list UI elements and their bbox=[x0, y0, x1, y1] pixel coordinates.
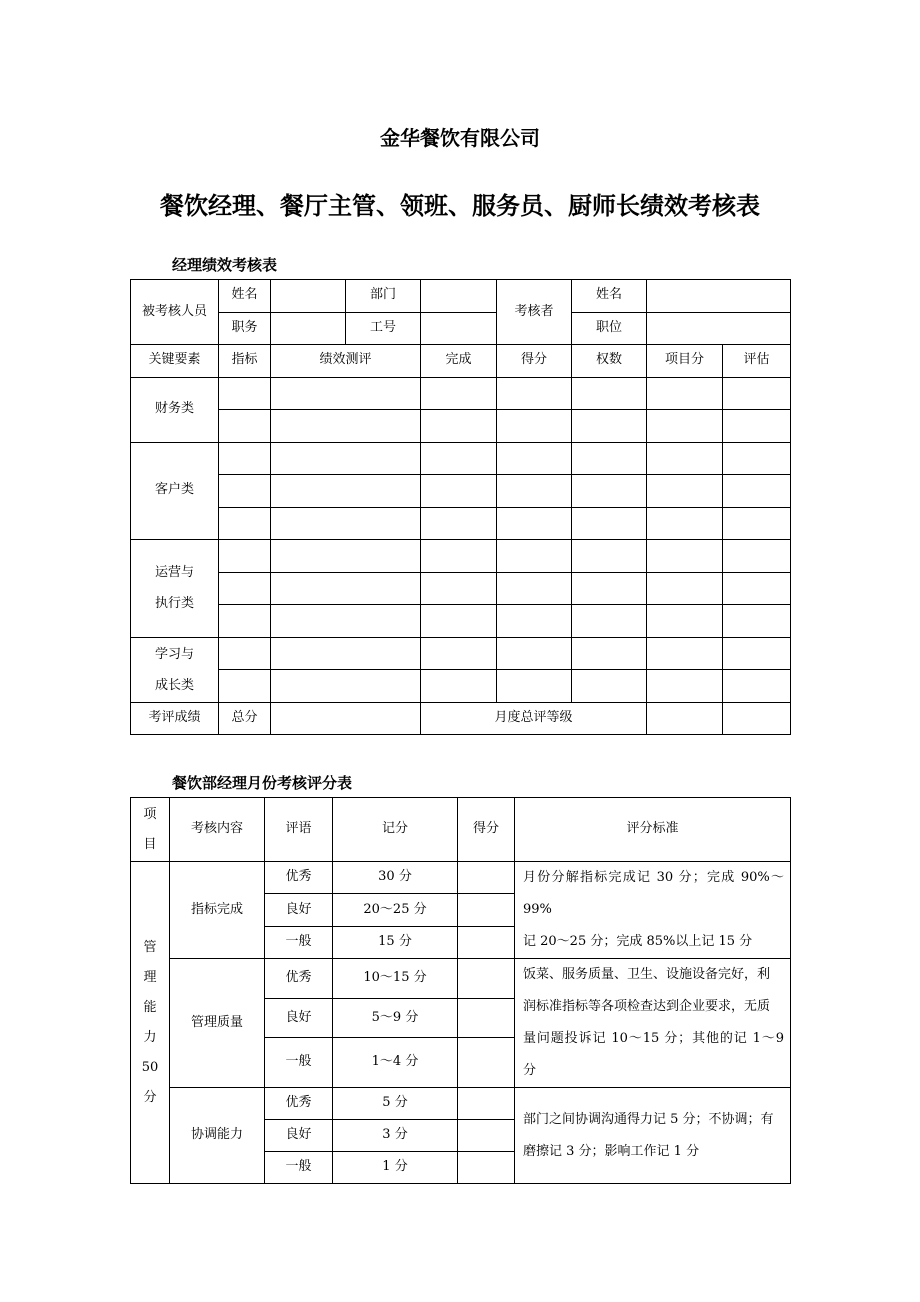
table-cell[interactable] bbox=[647, 410, 723, 443]
table-cell[interactable] bbox=[723, 507, 791, 540]
table-cell[interactable] bbox=[421, 637, 497, 670]
table-cell[interactable] bbox=[219, 540, 271, 573]
table-cell[interactable] bbox=[647, 442, 723, 475]
table-cell[interactable] bbox=[723, 670, 791, 703]
points-cell: 30 分 bbox=[333, 862, 458, 894]
table-cell[interactable] bbox=[497, 572, 572, 605]
content-management-quality: 管理质量 bbox=[170, 959, 265, 1088]
grade-cell: 一般 bbox=[265, 1152, 333, 1184]
points-cell: 5 分 bbox=[333, 1088, 458, 1120]
table-cell[interactable] bbox=[497, 507, 572, 540]
category-operations bbox=[131, 540, 219, 638]
table-cell[interactable] bbox=[421, 572, 497, 605]
table-cell[interactable] bbox=[723, 637, 791, 670]
table-cell[interactable] bbox=[572, 377, 647, 410]
criteria-coordination bbox=[515, 1088, 791, 1184]
table-cell[interactable] bbox=[647, 637, 723, 670]
category-learning bbox=[131, 637, 219, 702]
criteria-target-completion bbox=[515, 862, 791, 959]
grade-cell: 一般 bbox=[265, 1038, 333, 1088]
header-completion: 完成 bbox=[421, 345, 497, 378]
table-cell[interactable] bbox=[219, 410, 271, 443]
assessee-label: 被考核人员 bbox=[131, 280, 219, 345]
table-cell[interactable] bbox=[572, 442, 647, 475]
category-char: 力 bbox=[143, 1029, 157, 1045]
category-operations-line2: 执行类 bbox=[154, 596, 194, 612]
header-indicator: 指标 bbox=[219, 345, 271, 378]
dept-label: 部门 bbox=[346, 280, 421, 313]
header-item-char1: 项 bbox=[143, 806, 157, 822]
criteria-line: 记 20～25 分；完成 85%以上记 15 分 bbox=[523, 934, 753, 949]
score-cell[interactable] bbox=[458, 998, 515, 1038]
score-cell[interactable] bbox=[458, 1088, 515, 1120]
table-cell[interactable] bbox=[219, 670, 271, 703]
score-cell[interactable] bbox=[458, 1152, 515, 1184]
table-cell[interactable] bbox=[647, 377, 723, 410]
table-cell[interactable] bbox=[572, 637, 647, 670]
header-points: 记分 bbox=[333, 798, 458, 862]
table-cell[interactable] bbox=[572, 507, 647, 540]
category-char: 理 bbox=[143, 969, 157, 985]
category-learning-line1: 学习与 bbox=[154, 646, 194, 662]
table-cell[interactable] bbox=[497, 377, 572, 410]
header-content: 考核内容 bbox=[170, 798, 265, 862]
score-cell[interactable] bbox=[458, 1038, 515, 1088]
header-assessment: 评估 bbox=[723, 345, 791, 378]
table-cell[interactable] bbox=[271, 605, 421, 638]
criteria-management-quality bbox=[515, 959, 791, 1088]
table-cell[interactable] bbox=[572, 670, 647, 703]
header-item-score: 项目分 bbox=[647, 345, 723, 378]
table-cell[interactable] bbox=[647, 540, 723, 573]
monthly-score-table bbox=[130, 797, 791, 1184]
score-cell[interactable] bbox=[458, 959, 515, 999]
document-title: 餐饮经理、餐厅主管、领班、服务员、厨师长绩效考核表 bbox=[160, 192, 760, 220]
header-item bbox=[131, 798, 170, 862]
header-key-factor: 关键要素 bbox=[131, 345, 219, 378]
score-cell[interactable] bbox=[458, 1120, 515, 1152]
table-cell[interactable] bbox=[219, 605, 271, 638]
points-cell: 1 分 bbox=[333, 1152, 458, 1184]
header-comment: 评语 bbox=[265, 798, 333, 862]
table-cell[interactable] bbox=[723, 702, 791, 735]
category-finance: 财务类 bbox=[131, 377, 219, 442]
table-cell[interactable] bbox=[421, 475, 497, 508]
assessor-label: 考核者 bbox=[497, 280, 572, 345]
table-cell[interactable] bbox=[421, 377, 497, 410]
table-cell[interactable] bbox=[497, 475, 572, 508]
name-cell[interactable] bbox=[271, 280, 346, 313]
grade-cell: 优秀 bbox=[265, 862, 333, 894]
name-label: 姓名 bbox=[219, 280, 271, 313]
table-cell[interactable] bbox=[497, 605, 572, 638]
company-name: 金华餐饮有限公司 bbox=[380, 126, 540, 150]
table-cell[interactable] bbox=[421, 410, 497, 443]
header-weight: 权数 bbox=[572, 345, 647, 378]
table-cell[interactable] bbox=[219, 442, 271, 475]
header-item-char2: 目 bbox=[143, 836, 157, 852]
criteria-line: 磨擦记 3 分；影响工作记 1 分 bbox=[523, 1143, 700, 1159]
table-cell[interactable] bbox=[647, 572, 723, 605]
work-no-label: 工号 bbox=[346, 312, 421, 345]
category-char: 50 bbox=[141, 1059, 159, 1075]
table-cell[interactable] bbox=[647, 670, 723, 703]
score-cell[interactable] bbox=[458, 926, 515, 958]
points-cell: 1～4 分 bbox=[333, 1038, 458, 1088]
table-cell[interactable] bbox=[647, 507, 723, 540]
table-cell[interactable] bbox=[219, 377, 271, 410]
position-cell[interactable] bbox=[271, 312, 346, 345]
score-cell[interactable] bbox=[458, 862, 515, 894]
points-cell: 20～25 分 bbox=[333, 894, 458, 926]
table-cell[interactable] bbox=[271, 670, 421, 703]
table-cell[interactable] bbox=[421, 670, 497, 703]
header-criteria: 评分标准 bbox=[515, 798, 791, 862]
table-cell[interactable] bbox=[271, 410, 421, 443]
content-target-completion: 指标完成 bbox=[170, 862, 265, 959]
table-cell[interactable] bbox=[723, 377, 791, 410]
table-cell[interactable] bbox=[219, 475, 271, 508]
table-cell[interactable] bbox=[723, 605, 791, 638]
table-cell[interactable] bbox=[271, 540, 421, 573]
grade-cell: 优秀 bbox=[265, 959, 333, 999]
criteria-line: 饭菜、服务质量、卫生、设施设备完好，利 bbox=[523, 967, 771, 982]
header-evaluation: 绩效测评 bbox=[271, 345, 421, 378]
grade-cell: 良好 bbox=[265, 998, 333, 1038]
category-char: 分 bbox=[143, 1089, 157, 1105]
table-cell[interactable] bbox=[723, 540, 791, 573]
table-cell[interactable] bbox=[271, 442, 421, 475]
table-cell[interactable] bbox=[271, 637, 421, 670]
content-coordination: 协调能力 bbox=[170, 1088, 265, 1184]
score-cell[interactable] bbox=[458, 894, 515, 926]
table-cell[interactable] bbox=[421, 507, 497, 540]
grade-cell: 良好 bbox=[265, 1120, 333, 1152]
total-cell[interactable] bbox=[271, 702, 421, 735]
table2-title: 餐饮部经理月份考核评分表 bbox=[172, 774, 353, 792]
total-label: 总分 bbox=[219, 702, 271, 735]
grade-cell: 良好 bbox=[265, 894, 333, 926]
points-cell: 10～15 分 bbox=[333, 959, 458, 999]
table-cell[interactable] bbox=[497, 442, 572, 475]
grade-cell: 优秀 bbox=[265, 1088, 333, 1120]
work-no-cell[interactable] bbox=[421, 312, 497, 345]
table-cell[interactable] bbox=[723, 410, 791, 443]
result-label: 考评成绩 bbox=[131, 702, 219, 735]
header-score: 得分 bbox=[497, 345, 572, 378]
table-cell[interactable] bbox=[421, 605, 497, 638]
table-cell[interactable] bbox=[219, 572, 271, 605]
table-cell[interactable] bbox=[271, 377, 421, 410]
table-cell[interactable] bbox=[647, 475, 723, 508]
table-cell[interactable] bbox=[497, 410, 572, 443]
table-cell[interactable] bbox=[572, 540, 647, 573]
category-customer: 客户类 bbox=[131, 442, 219, 540]
table-cell[interactable] bbox=[271, 507, 421, 540]
category-operations-line1: 运营与 bbox=[154, 565, 194, 581]
criteria-line: 量问题投诉记 10～15 分；其他的记 1～9 分 bbox=[523, 1031, 784, 1078]
manager-performance-table bbox=[130, 279, 791, 735]
table-cell[interactable] bbox=[572, 572, 647, 605]
monthly-grade-cell[interactable] bbox=[647, 702, 723, 735]
table-cell[interactable] bbox=[219, 637, 271, 670]
table-cell[interactable] bbox=[421, 540, 497, 573]
table-cell[interactable] bbox=[647, 605, 723, 638]
table-cell[interactable] bbox=[572, 475, 647, 508]
table-cell[interactable] bbox=[497, 637, 572, 670]
category-learning-line2: 成长类 bbox=[154, 677, 194, 693]
table-cell[interactable] bbox=[723, 475, 791, 508]
points-cell: 5～9 分 bbox=[333, 998, 458, 1038]
table-cell[interactable] bbox=[219, 507, 271, 540]
category-char: 能 bbox=[143, 999, 157, 1015]
table-cell[interactable] bbox=[421, 442, 497, 475]
criteria-line: 月份分解指标完成记 30 分；完成 90%～99% bbox=[523, 870, 784, 917]
table-cell[interactable] bbox=[723, 442, 791, 475]
table-cell[interactable] bbox=[572, 410, 647, 443]
table-cell[interactable] bbox=[271, 475, 421, 508]
table-cell[interactable] bbox=[497, 670, 572, 703]
table-cell[interactable] bbox=[271, 572, 421, 605]
assessor-name-cell[interactable] bbox=[647, 280, 791, 313]
position-label: 职务 bbox=[219, 312, 271, 345]
table-cell[interactable] bbox=[572, 605, 647, 638]
category-management-ability bbox=[131, 862, 170, 1184]
criteria-line: 部门之间协调沟通得力记 5 分；不协调；有 bbox=[523, 1111, 774, 1127]
table1-title: 经理绩效考核表 bbox=[172, 256, 278, 274]
dept-cell[interactable] bbox=[421, 280, 497, 313]
header-score: 得分 bbox=[458, 798, 515, 862]
table-cell[interactable] bbox=[497, 540, 572, 573]
table-cell[interactable] bbox=[723, 572, 791, 605]
category-char: 管 bbox=[143, 939, 157, 955]
rank-label: 职位 bbox=[572, 312, 647, 345]
points-cell: 15 分 bbox=[333, 926, 458, 958]
assessor-name-label: 姓名 bbox=[572, 280, 647, 313]
rank-cell[interactable] bbox=[647, 312, 791, 345]
points-cell: 3 分 bbox=[333, 1120, 458, 1152]
grade-cell: 一般 bbox=[265, 926, 333, 958]
monthly-grade-label: 月度总评等级 bbox=[421, 702, 647, 735]
criteria-line: 润标准指标等各项检查达到企业要求，无质 bbox=[523, 999, 771, 1014]
